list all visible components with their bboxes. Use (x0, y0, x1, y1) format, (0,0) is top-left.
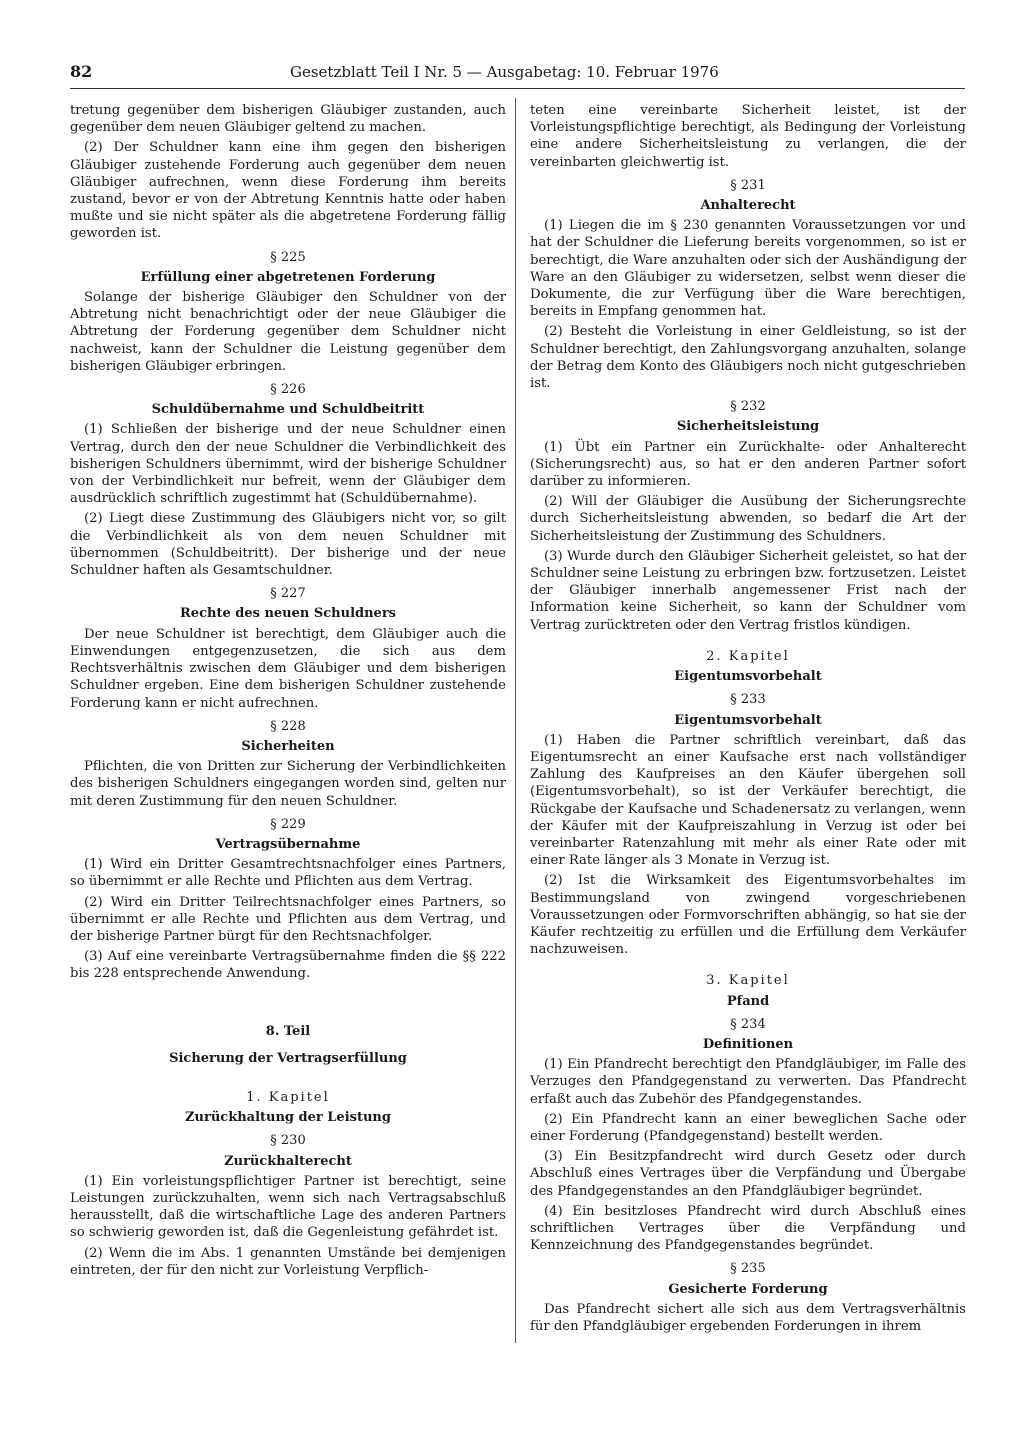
column-divider (515, 98, 516, 1343)
page-number: 82 (70, 62, 93, 81)
paragraph: Solange der bisherige Gläubiger den Schuldner von der Abtretung nicht benachrichtigt oder der neue Gläubiger die Abtretung der Forderung gegenüber dem Schuldner nicht nachweist, kann der Schuldner die Leistung gegenüber dem bisherigen Gläubiger erbringen. (70, 290, 506, 374)
section-number: § 229 (270, 816, 306, 832)
left-column (70, 102, 506, 1282)
paragraph: teten eine vereinbarte Sicherheit leistet, ist der Vorleistungspflichtige berechtigt, als Bedingung der Vorleistung eine andere Sicherheitsleistung zu verlangen, die der vereinbarten gleichwertig ist. (530, 103, 966, 170)
section-title: Erfüllung einer abgetretenen Forderung (140, 269, 436, 285)
paragraph: Pflichten, die von Dritten zur Sicherung der Verbindlichkeiten des bisherigen Schuldners eingegangen worden sind, gelten nur mit deren Zustimmung für den neuen Schuldner. (70, 759, 506, 809)
section-title: Definitionen (702, 1036, 794, 1052)
section-title: Anhalterecht (700, 198, 796, 214)
section-title: Schuldübernahme und Schuldbeitritt (151, 402, 425, 418)
running-title: Gesetzblatt Teil I Nr. 5 — Ausgabetag: 10. Februar 1976 (290, 63, 719, 81)
paragraph: (1) Schließen der bisherige und der neue Schuldner einen Vertrag, durch den der neue Schuldner die Verbindlichkeit des bisherigen Schuldners übernimmt, wird der bisherige Schuldner von der Verbindlichkeit nur befreit, wenn der Gläubiger dem ausdrücklich schriftlich zugestimmt hat (Schuldübernahme). (70, 422, 506, 507)
paragraph: (4) Ein besitzloses Pfandrecht wird durch Abschluß eines schriftlichen Vertrages über die Verpfändung und Kennzeichnung des Pfandgegenstandes begründet. (530, 1203, 966, 1254)
right-column (530, 102, 966, 1338)
section-title: Gesicherte Forderung (668, 1281, 828, 1297)
section-title: Rechte des neuen Schuldners (180, 606, 396, 622)
section-number: § 225 (270, 249, 306, 265)
paragraph: Der neue Schuldner ist berechtigt, dem Gläubiger auch die Einwendungen entgegenzusetzen, die sich aus dem Rechtsverhältnis zwischen dem Gläubiger und dem bisherigen Schuldner ergeben. Eine dem bisherigen Schuldner zustehende Forderung kann er nicht aufrechnen. (70, 626, 506, 711)
section-number: § 226 (270, 382, 306, 398)
paragraph: (3) Auf eine vereinbarte Vertragsübernahme finden die §§ 222 bis 228 entsprechende Anwendung. (70, 949, 506, 982)
part-heading: 8. Teil (265, 1023, 311, 1039)
section-number: § 230 (270, 1133, 306, 1149)
paragraph: (2) Ein Pfandrecht kann an einer beweglichen Sache oder einer Forderung (Pfandgegenstand) bestellt werden. (530, 1111, 966, 1144)
paragraph: (1) Übt ein Partner ein Zurückhalte- oder Anhalterecht (Sicherungsrecht) aus, so hat er den anderen Partner sofort darüber zu informieren. (530, 439, 966, 490)
paragraph: (1) Ein Pfandrecht berechtigt den Pfandgläubiger, im Falle des Verzuges den Pfandgegenstand zu verwerten. Das Pfandrecht erfaßt auch das Zubehör des Pfandgegenstandes. (530, 1057, 966, 1107)
paragraph: (2) Wenn die im Abs. 1 genannten Umstände bei demjenigen eintreten, der für den nicht zur Vorleistung Verpflich- (70, 1245, 506, 1278)
paragraph: (2) Liegt diese Zustimmung des Gläubigers nicht vor, so gilt die Verbindlichkeit als von dem neuen Schuldner mit übernommen (Schuldbeitritt). Der bisherige und der neue Schuldner haften als Gesamtschuldner. (70, 511, 506, 579)
paragraph: (1) Wird ein Dritter Gesamtrechtsnachfolger eines Partners, so übernimmt er alle Rechte und Pflichten aus dem Vertrag. (70, 857, 506, 890)
part-title: Sicherung der Vertragserfüllung (169, 1050, 407, 1066)
paragraph: Das Pfandrecht sichert alle sich aus dem Vertragsverhältnis für den Pfandgläubiger ergebenden Forderungen in ihrem (530, 1301, 966, 1334)
section-title: Sicherheitsleistung (676, 419, 820, 435)
section-title: Eigentumsvorbehalt (674, 712, 822, 728)
page-header (70, 62, 965, 89)
section-number: § 233 (730, 692, 766, 708)
paragraph: (3) Ein Besitzpfandrecht wird durch Gesetz oder durch Abschluß eines Vertrages über die Verpfändung und Übergabe des Pfandgegenstandes an den Pfandgläubiger begründet. (530, 1149, 966, 1199)
chapter-heading: 2. Kapitel (706, 648, 790, 664)
section-number: § 234 (730, 1016, 766, 1032)
paragraph: (2) Der Schuldner kann eine ihm gegen den bisherigen Gläubiger zustehende Forderung auch gegenüber dem neuen Gläubiger aufrechnen, wenn diese Forderung ihm bereits zustand, bevor er von der Abtretung Kenntnis hatte oder haben mußte und sie nicht später als die abgetretene Forderung fällig geworden ist. (70, 140, 506, 242)
paragraph: (1) Haben die Partner schriftlich vereinbart, daß das Eigentumsrecht an einer Kaufsache erst nach vollständiger Zahlung des Kaufpreises an den Käufer übergehen soll (Eigentumsvorbehalt), so ist der Verkäufer berechtigt, die Rückgabe der Kaufsache und Schadenersatz zu verlangen, wenn der Käufer mit der Kaufpreiszahlung in Verzug ist oder bei vereinbarter Ratenzahlung mit mehr als einer Rate oder mit einer Rate länger als 3 Monate in Verzug ist. (530, 732, 966, 869)
paragraph: (1) Liegen die im § 230 genannten Voraussetzungen vor und hat der Schuldner die Lieferung bereits vorgenommen, so ist er berechtigt, die Ware anzuhalten oder sich der Aushändigung der Ware an den Gläubiger zu widersetzen, selbst wenn dieser die Dokumente, die zur Verfügung über die Ware berechtigen, bereits in Empfang genommen hat. (530, 218, 966, 320)
section-number: § 232 (730, 399, 766, 415)
section-number: § 235 (730, 1261, 766, 1277)
section-title: Vertragsübernahme (215, 836, 361, 852)
paragraph: (2) Will der Gläubiger die Ausübung der Sicherungsrechte durch Sicherheitsleistung abwenden, so bedarf die Art der Sicherheitsleistung der Zustimmung des Schuldners. (530, 494, 966, 544)
section-number: § 227 (270, 586, 306, 602)
paragraph: (1) Ein vorleistungspflichtiger Partner ist berechtigt, seine Leistungen zurückzuhalten, wenn sich nach Vertragsabschluß herausstellt, daß die wirtschaftliche Lage des anderen Partners so schwierig geworden ist, daß die Gegenleistung gefährdet ist. (70, 1173, 506, 1241)
section-title: Sicherheiten (241, 738, 335, 754)
section-number: § 228 (270, 718, 306, 734)
chapter-title: Zurückhaltung der Leistung (185, 1110, 391, 1126)
chapter-heading: 1. Kapitel (246, 1089, 330, 1105)
section-number: § 231 (730, 177, 766, 193)
section-title: Zurückhalterecht (224, 1153, 352, 1169)
paragraph: tretung gegenüber dem bisherigen Gläubiger zustanden, auch gegenüber dem neuen Gläubiger geltend zu machen. (70, 103, 506, 136)
paragraph: (2) Wird ein Dritter Teilrechtsnachfolger eines Partners, so übernimmt er alle Rechte und Pflichten aus dem Vertrag, und der bisherige Partner bürgt für den Rechtsnachfolger. (70, 894, 506, 944)
chapter-heading: 3. Kapitel (706, 973, 790, 989)
paragraph: (2) Besteht die Vorleistung in einer Geldleistung, so ist der Schuldner berechtigt, den Zahlungsvorgang anzuhalten, solange der Betrag dem Konto des Gläubigers noch nicht gutgeschrieben ist. (530, 324, 966, 392)
paragraph: (2) Ist die Wirksamkeit des Eigentumsvorbehaltes im Bestimmungsland von zwingend vorgeschriebenen Voraussetzungen oder Formvorschriften abhängig, so hat sie der Käufer rechtzeitig zu erfüllen und die Erfüllung dem Verkäufer nachzuweisen. (530, 873, 966, 958)
chapter-title: Eigentumsvorbehalt (674, 669, 822, 685)
chapter-title: Pfand (726, 993, 770, 1009)
paragraph: (3) Wurde durch den Gläubiger Sicherheit geleistet, so hat der Schuldner seine Leistung zu erbringen bzw. fortzusetzen. Leistet der Gläubiger innerhalb angemessener Frist nach der Information keine Sicherheit, so kann der Schuldner vom Vertrag zurücktreten oder den Vertrag fristlos kündigen. (530, 548, 966, 633)
